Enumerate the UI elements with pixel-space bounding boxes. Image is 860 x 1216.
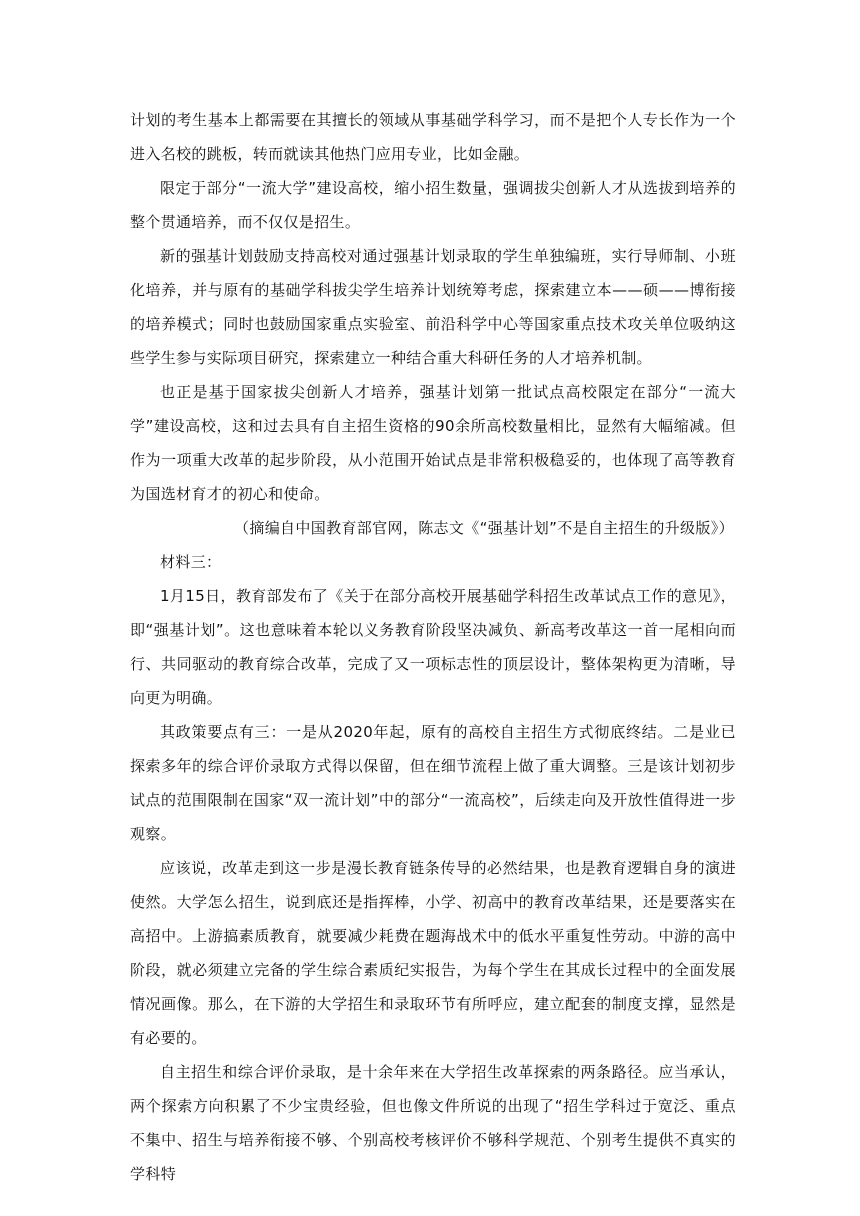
- paragraph: 自主招生和综合评价录取，是十余年来在大学招生改革探索的两条路径。应当承认，两个探索方向积累了不少宝贵经验，但也像文件所说的出现了“招生学科过于宽泛、重点不集中、招生与培养衔接不够、个别高校考核评价不够科学规范、个别考生提供不真实的学科特: [130, 1063, 736, 1183]
- paragraph: 限定于部分“一流大学”建设高校，缩小招生数量，强调拔尖创新人才从选拔到培养的整个贯通培养，而不仅仅是招生。: [130, 179, 736, 231]
- paragraph: 新的强基计划鼓励支持高校对通过强基计划录取的学生单独编班，实行导师制、小班化培养，并与原有的基础学科拔尖学生培养计划统筹考虑，探索建立本——硕——博衔接的培养模式；同时也鼓励国家重点实验室、前沿科学中心等国家重点技术攻关单位吸纳这些学生参与实际项目研究，探索建立一种结合重大科研任务的人才培养机制。: [130, 247, 736, 367]
- article-body: [130, 103, 736, 1191]
- paragraph: 应该说，改革走到这一步是漫长教育链条传导的必然结果，也是教育逻辑自身的演进使然。大学怎么招生，说到底还是指挥棒，小学、初高中的教育改革结果，还是要落实在高招中。上游搞素质教育，就要减少耗费在题海战术中的低水平重复性劳动。中游的高中阶段，就必须建立完备的学生综合素质纪实报告，为每个学生在其成长过程中的全面发展情况画像。那么，在下游的大学招生和录取环节有所呼应，建立配套的制度支撑，显然是有必要的。: [130, 859, 736, 1047]
- paragraph: 其政策要点有三：一是从2020年起，原有的高校自主招生方式彻底终结。二是业已探索多年的综合评价录取方式得以保留，但在细节流程上做了重大调整。三是该计划初步试点的范围限制在国家“双一流计划”中的部分“一流高校”，后续走向及开放性值得进一步观察。: [130, 723, 736, 843]
- paragraph: 也正是基于国家拔尖创新人才培养，强基计划第一批试点高校限定在部分“一流大学”建设高校，这和过去具有自主招生资格的90余所高校数量相比，显然有大幅缩减。但作为一项重大改革的起步阶段，从小范围开始试点是非常积极稳妥的，也体现了高等教育为国选材育才的初心和使命。: [130, 383, 736, 503]
- paragraph: 1月15日，教育部发布了《关于在部分高校开展基础学科招生改革试点工作的意见》，即“强基计划”。这也意味着本轮以义务教育阶段坚决减负、新高考改革这一首一尾相向而行、共同驱动的教育综合改革，完成了又一项标志性的顶层设计，整体架构更为清晰，导向更为明确。: [130, 587, 736, 707]
- section-heading: 材料三：: [160, 553, 222, 571]
- source-citation: （摘编自中国教育部官网，陈志文《“强基计划”不是自主招生的升级版》）: [234, 519, 734, 537]
- paragraph-continuation: 计划的考生基本上都需要在其擅长的领域从事基础学科学习，而不是把个人专长作为一个进入名校的跳板，转而就读其他热门应用专业，比如金融。: [130, 111, 736, 163]
